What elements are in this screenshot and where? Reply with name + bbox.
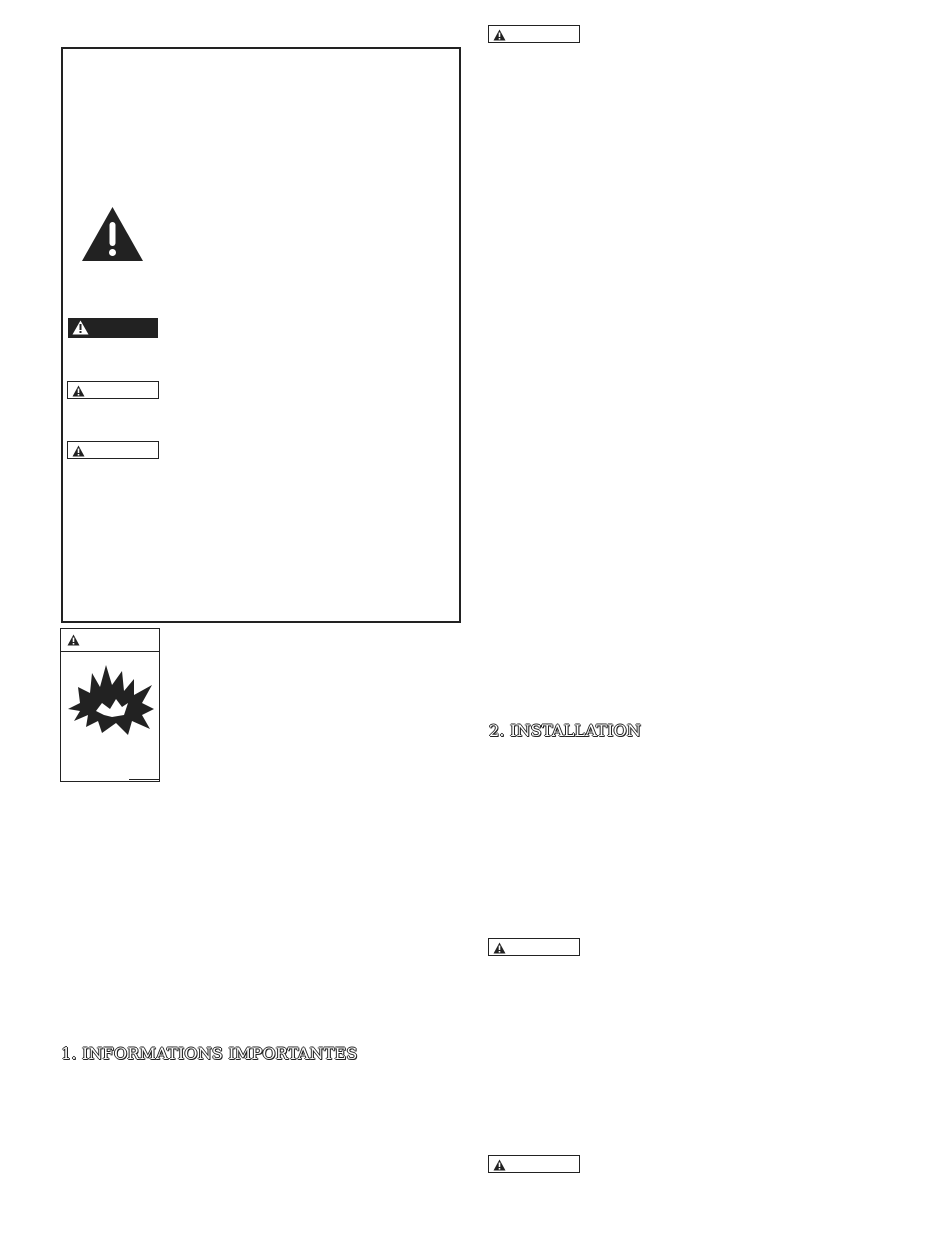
exclamation-triangle-icon: [493, 1159, 506, 1171]
card-bottom-rule: [129, 779, 160, 780]
warning-label-middle-right: [488, 938, 580, 956]
section-heading-important-info: 1. INFORMATIONS IMPORTANTES: [61, 1044, 358, 1063]
exclamation-triangle-icon: [72, 320, 89, 335]
section-heading-installation: 2. INSTALLATION: [489, 721, 642, 740]
warning-label-top-right: [488, 25, 580, 43]
exclamation-triangle-icon: [67, 634, 80, 646]
exclamation-triangle-icon: [72, 385, 85, 397]
explosion-hazard-card: [60, 628, 160, 782]
exclamation-triangle-icon: [493, 29, 506, 41]
exclamation-triangle-icon: [81, 206, 144, 262]
explosion-icon: [66, 663, 156, 735]
card-divider: [61, 651, 159, 652]
danger-label: [68, 318, 158, 338]
exclamation-triangle-icon: [493, 942, 506, 954]
warning-label-bottom-right: [488, 1155, 580, 1173]
exclamation-triangle-icon: [72, 445, 85, 457]
caution-label: [67, 441, 159, 459]
warning-label: [67, 381, 159, 399]
